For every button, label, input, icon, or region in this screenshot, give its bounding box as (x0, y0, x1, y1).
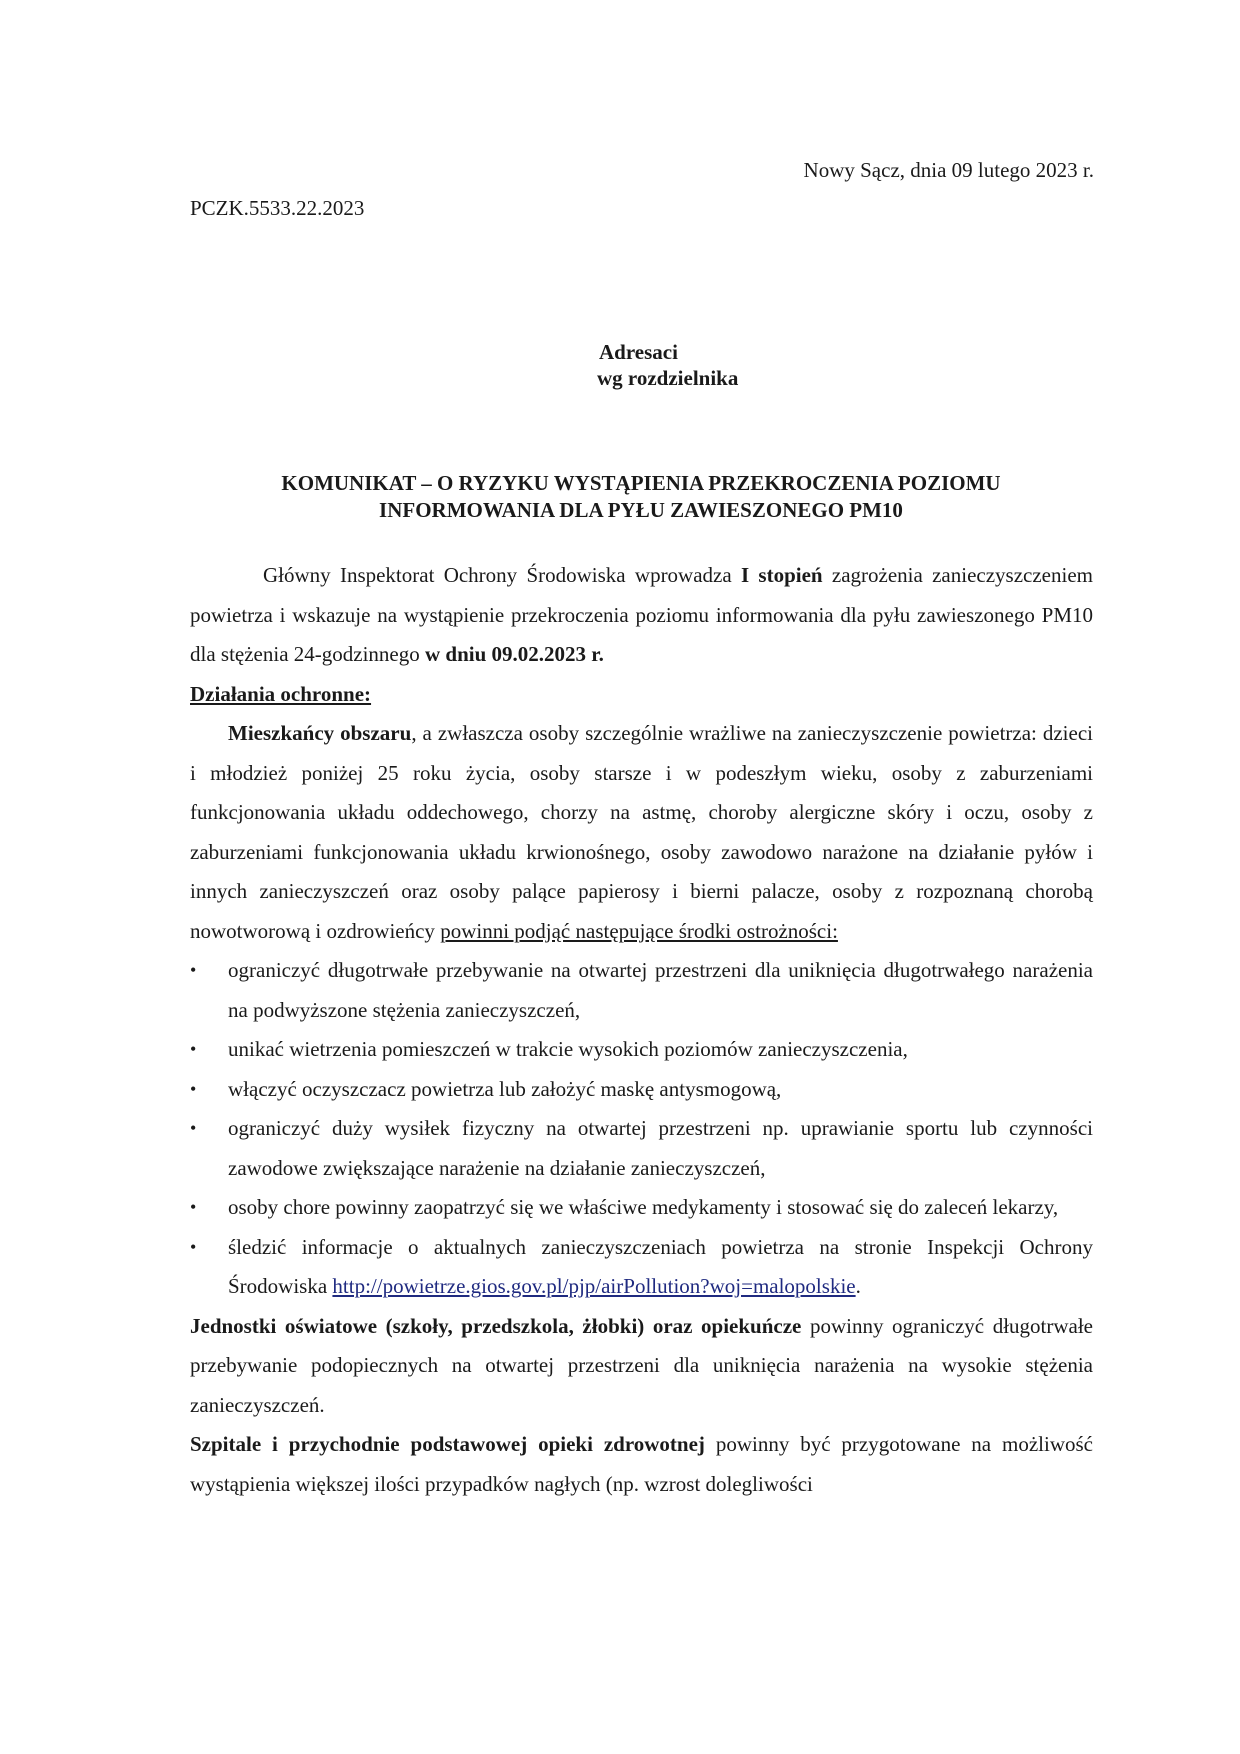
precautions-list (190, 951, 1093, 1307)
reference-number: PCZK.5533.22.2023 (190, 196, 365, 220)
list-item (190, 951, 1093, 1030)
air-pollution-link[interactable]: http://powietrze.gios.gov.pl/pjp/airPollution?woj=malopolskie (332, 1274, 856, 1298)
bullet-icon: • (190, 1078, 197, 1099)
schools-bold: Jednostki oświatowe (szkoły, przedszkola, żłobki) oraz opiekuńcze (190, 1313, 802, 1338)
document-title-line-1: KOMUNIKAT – O RYZYKU WYSTĄPIENIA PRZEKROCZENIA POZIOMU (281, 471, 1001, 495)
list-item-trailing: . (855, 1274, 861, 1298)
intro-text-1: Główny Inspektorat Ochrony Środowiska wprowadza (263, 563, 741, 587)
intro-bold-date: w dniu 09.02.2023 r. (425, 642, 604, 666)
list-item-text: unikać wietrzenia pomieszczeń w trakcie wysokich poziomów zanieczyszczenia, (228, 1037, 908, 1061)
addressee-line-2: wg rozdzielnika (597, 366, 739, 390)
list-item-text: osoby chore powinny zaopatrzyć się we właściwe medykamenty i stosować się do zaleceń lekarzy, (228, 1195, 1059, 1219)
hospitals-paragraph (190, 1425, 1093, 1504)
residents-paragraph (190, 714, 1093, 951)
hospitals-text: powinny być przygotowane na możliwość wystąpienia większej ilości przypadków nagłych (np. wzrost dolegliwości (190, 1432, 1093, 1496)
residents-text: , a zwłaszcza osoby szczególnie wrażliwe na zanieczyszczenie powietrza: dzieci i młodzież poniżej 25 roku życia, osoby starsze i w podeszłym wieku, osoby z zaburzeniami funkcjonowania układu oddechowego, chorzy na astmę, choroby alergiczne skóry i oczu, osoby z zaburzeniami funkcjonowania układu krwionośnego, osoby zawodowo narażone na działanie pyłów i innych zanieczyszczeń oraz osoby palące papierosy i bierni palacze, osoby z rozpoznaną chorobą nowotworową i ozdrowieńcy (190, 721, 1093, 943)
document-body (190, 556, 1093, 1504)
bullet-icon: • (190, 1197, 197, 1217)
document-title (190, 470, 1092, 524)
document-title-line-2: INFORMOWANIA DLA PYŁU ZAWIESZONEGO PM10 (379, 498, 903, 522)
list-item-text: ograniczyć długotrwałe przebywanie na otwartej przestrzeni dla uniknięcia długotrwałego narażenia na podwyższone stężenia zanieczyszczeń, (228, 958, 1093, 1022)
bullet-icon: • (190, 960, 197, 980)
schools-text: powinny ograniczyć długotrwałe przebywanie podopiecznych na otwartej przestrzeni dla uniknięcia narażenia na wysokie stężenia zanieczyszczeń. (190, 1313, 1093, 1417)
residents-bold: Mieszkańcy obszaru (228, 721, 412, 745)
protective-actions-heading-row (190, 675, 1093, 715)
bullet-icon: • (190, 1039, 197, 1059)
list-item (190, 1228, 1093, 1307)
list-item (190, 1109, 1093, 1188)
protective-actions-heading: Działania ochronne: (190, 681, 372, 706)
list-item-text: włączyć oczyszczacz powietrza lub założyć maskę antysmogową, (228, 1076, 782, 1101)
intro-bold-level: I stopień (740, 563, 823, 587)
hospitals-bold: Szpitale i przychodnie podstawowej opieki zdrowotnej (190, 1432, 705, 1456)
intro-text-2: zagrożenia zanieczyszczeniem powietrza i wskazuje na wystąpienie przekroczenia poziomu informowania dla pyłu zawieszonego PM10 dla stężenia 24-godzinnego (190, 563, 1093, 666)
list-item-text: ograniczyć duży wysiłek fizyczny na otwartej przestrzeni np. uprawianie sportu lub czynności zawodowe zwiększające narażenie na działanie zanieczyszczeń, (228, 1116, 1093, 1180)
residents-underlined: powinni podjąć następujące środki ostrożności: (440, 918, 838, 943)
intro-paragraph (190, 556, 1093, 675)
schools-paragraph (190, 1307, 1093, 1426)
bullet-icon: • (190, 1236, 197, 1257)
addressee-line-1: Adresaci (599, 340, 678, 364)
bullet-icon: • (190, 1118, 197, 1138)
list-item (190, 1188, 1093, 1228)
place-date: Nowy Sącz, dnia 09 lutego 2023 r. (803, 158, 1094, 182)
list-item (190, 1030, 1093, 1070)
list-item-text: śledzić informacje o aktualnych zanieczyszczeniach powietrza na stronie Inspekcji Ochrony Środowiska (228, 1234, 1093, 1298)
list-item (190, 1070, 1093, 1110)
